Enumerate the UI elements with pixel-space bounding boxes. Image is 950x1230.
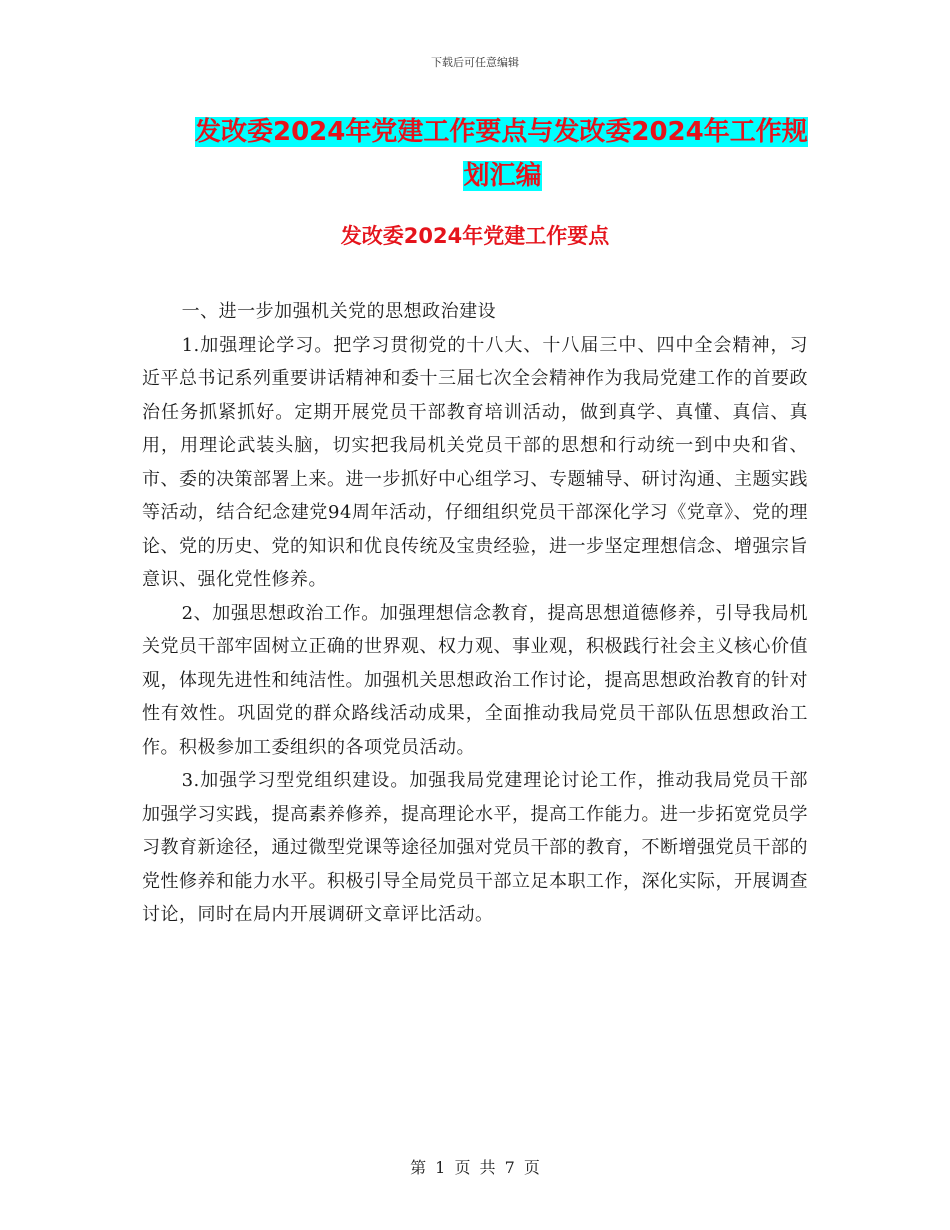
- title-line-2: [195, 154, 810, 198]
- section-title: 发改委2024年党建工作要点: [340, 224, 610, 248]
- title-line-1: [195, 110, 810, 154]
- header-note: 下载后可任意编辑: [431, 56, 519, 69]
- paragraph-3: 3.加强学习型党组织建设。加强我局党建理论讨论工作，推动我局党员干部加强学习实践，提高素养修养，提高理论水平，提高工作能力。进一步拓宽党员学习教育新途径，通过微型党课等途径加强对党员干部的教育，不断增强党员干部的党性修养和能力水平。积极引导全局党员干部立足本职工作，深化实际，开展调查讨论，同时在局内开展调研文章评比活动。: [142, 770, 808, 925]
- heading-paragraph: 一、进一步加强机关党的思想政治建设: [181, 301, 497, 322]
- body-text: [142, 295, 808, 932]
- title-line-2-text: 划汇编: [463, 161, 542, 191]
- paragraph-1: 1.加强理论学习。把学习贯彻党的十八大、十八届三中、四中全会精神，习近平总书记系列重要讲话精神和委十三届七次全会精神作为我局党建工作的首要政治任务抓紧抓好。定期开展党员干部教育培训活动，做到真学、真懂、真信、真用，用理论武装头脑，切实把我局机关党员干部的思想和行动统一到中央和省、市、委的决策部署上来。进一步抓好中心组学习、专题辅导、研讨沟通、主题实践等活动，结合纪念建党94周年活动，仔细组织党员干部深化学习《党章》、党的理论、党的历史、党的知识和优良传统及宝贵经验，进一步坚定理想信念、增强宗旨意识、强化党性修养。: [142, 334, 808, 590]
- document-title: [195, 110, 810, 198]
- paragraph-2: 2、加强思想政治工作。加强理想信念教育，提高思想道德修养，引导我局机关党员干部牢固树立正确的世界观、权力观、事业观，积极践行社会主义核心价值观，体现先进性和纯洁性。加强机关思想政治工作讨论，提高思想政治教育的针对性有效性。巩固党的群众路线活动成果，全面推动我局党员干部队伍思想政治工作。积极参加工委组织的各项党员活动。: [142, 602, 808, 758]
- title-line-1-text: 发改委2024年党建工作要点与发改委2024年工作规: [195, 117, 808, 147]
- page-footer: 第 1 页 共 7 页: [410, 1158, 540, 1177]
